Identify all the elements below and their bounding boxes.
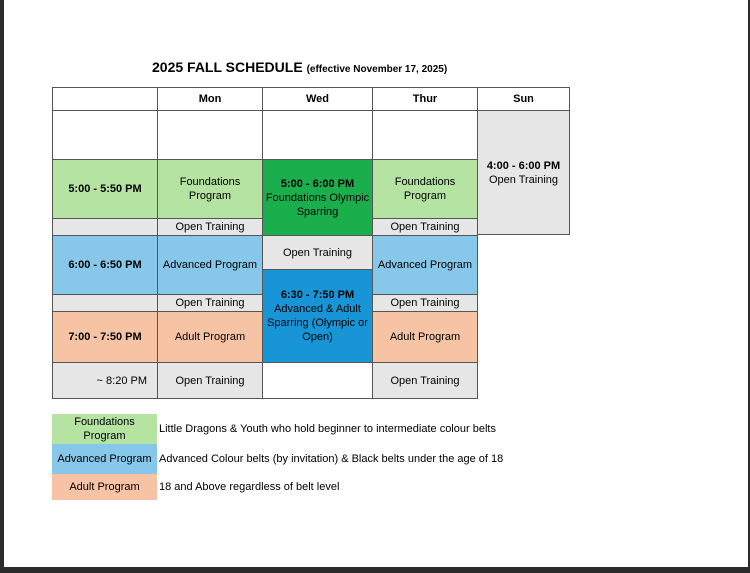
time-gap-1 [52,218,158,236]
header-wed: Wed [262,87,373,111]
time-slot-1: 5:00 - 5:50 PM [52,159,158,219]
legend-foundations-swatch: Foundations Program [52,414,157,444]
title-main: 2025 FALL SCHEDULE [152,59,303,75]
sun-desc: Open Training [488,173,559,186]
time-slot-2: 6:00 - 6:50 PM [52,235,158,295]
thur-advanced: Advanced Program [372,235,478,295]
wed-sparring-time: 6:30 - 7:50 PM [280,289,355,301]
empty-cell-thur [372,110,478,160]
empty-cell-wed [262,110,373,160]
mon-open-training-3: Open Training [157,362,263,399]
thur-open-training-2: Open Training [372,294,478,312]
schedule-title [152,59,447,75]
mon-open-training-1: Open Training [157,218,263,236]
header-sun: Sun [477,87,570,111]
sun-time: 4:00 - 6:00 PM [486,159,561,172]
mon-advanced: Advanced Program [157,235,263,295]
document-page [4,0,748,567]
wed-empty-cell [262,362,373,399]
mon-adult: Adult Program [157,311,263,363]
mon-foundations: Foundations Program [157,159,263,219]
wed-sparring-desc: Advanced & Adult Sparring (Olympic or Open) [267,303,368,343]
time-gap-2 [52,294,158,312]
empty-cell-mon [157,110,263,160]
thur-open-training-3: Open Training [372,362,478,399]
thur-adult: Adult Program [372,311,478,363]
legend-adult-desc: 18 and Above regardless of belt level [159,481,340,493]
thur-open-training-1: Open Training [372,218,478,236]
header-mon: Mon [157,87,263,111]
wed-olympic-desc: Foundations Olympic Sparring [265,191,370,218]
mon-open-training-2: Open Training [157,294,263,312]
legend-advanced-desc: Advanced Colour belts (by invitation) & Black belts under the age of 18 [159,453,504,465]
time-slot-3: 7:00 - 7:50 PM [52,311,158,363]
legend-foundations-desc: Little Dragons & Youth who hold beginner to intermediate colour belts [159,423,496,435]
wed-open-training: Open Training [262,235,373,270]
wed-olympic-sparring [262,159,373,236]
empty-cell-time [52,110,158,160]
wed-olympic-time: 5:00 - 6:00 PM [280,177,355,190]
title-subtitle: (effective November 17, 2025) [306,64,448,75]
wed-adv-adult-sparring [262,269,373,363]
header-thur: Thur [372,87,478,111]
time-slot-4: ~ 8:20 PM [52,362,158,399]
sun-open-training [477,110,570,235]
legend-adult-swatch: Adult Program [52,474,157,500]
legend-advanced-swatch: Advanced Program [52,444,157,474]
thur-foundations: Foundations Program [372,159,478,219]
header-time [52,87,158,111]
